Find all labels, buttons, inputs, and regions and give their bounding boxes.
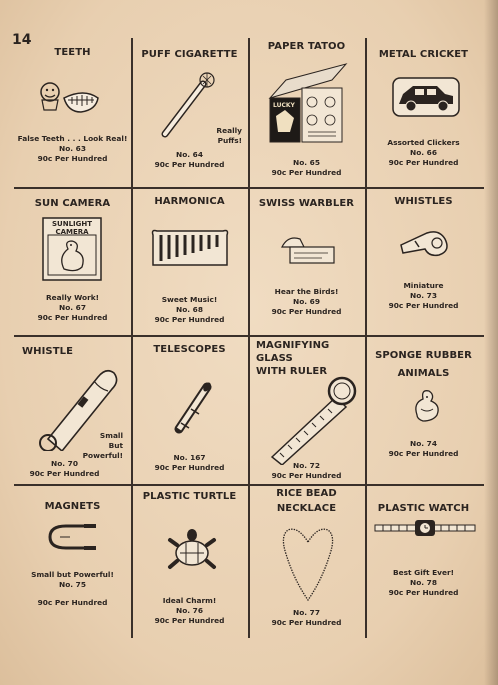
product-cell-magnifying-glass — [248, 335, 365, 483]
product-cell-puff-cigarette — [131, 38, 248, 186]
product-title: MAGNIFYING GLASS WITH RULER — [256, 340, 330, 377]
necklace-icon — [280, 524, 336, 604]
car-clicker-icon — [391, 76, 461, 118]
watch-icon — [373, 518, 477, 538]
product-cell-whistles — [365, 187, 482, 335]
magnifier-ruler-icon — [268, 373, 360, 465]
product-title: PLASTIC TURTLE — [142, 491, 237, 502]
product-title: MAGNETS — [44, 501, 101, 512]
sponge-animal-icon — [409, 385, 445, 425]
product-description: Really Work! No. 67 90c Per Hundred — [37, 293, 108, 322]
product-cell-telescopes — [131, 335, 248, 483]
product-description: No. 70 90c Per Hundred — [29, 459, 100, 478]
product-title: WHISTLES — [394, 196, 453, 207]
product-cell-harmonica — [131, 187, 248, 335]
svg-text:SUNLIGHT: SUNLIGHT — [51, 220, 93, 228]
product-cell-plastic-watch — [365, 484, 482, 632]
svg-text:LUCKY: LUCKY — [273, 102, 295, 109]
warbler-icon — [278, 231, 338, 267]
product-title: TEETH — [54, 47, 91, 58]
product-description: Small but Powerful! No. 75 90c Per Hundred — [31, 570, 114, 607]
harmonica-icon — [149, 225, 231, 271]
product-description: No. 77 90c Per Hundred — [271, 608, 342, 627]
product-description: Sweet Music! No. 68 90c Per Hundred — [154, 295, 225, 324]
telescope-icon — [171, 379, 215, 435]
product-cell-whistle — [14, 335, 131, 483]
product-cell-swiss-warbler — [248, 187, 365, 335]
product-description: Best Gift Ever! No. 78 90c Per Hundred — [388, 568, 459, 597]
whistle-small-icon — [397, 223, 453, 263]
product-description: Hear the Birds! No. 69 90c Per Hundred — [271, 287, 342, 316]
product-title: RICE BEAD NECKLACE — [276, 488, 337, 514]
magnet-icon — [44, 520, 100, 554]
product-cell-teeth — [14, 38, 131, 186]
page-edge-shadow — [484, 0, 498, 685]
product-title: HARMONICA — [154, 196, 225, 207]
product-description: No. 64 90c Per Hundred — [154, 150, 225, 169]
product-cell-metal-cricket — [365, 38, 482, 186]
product-cell-sponge-rubber-animals — [365, 335, 482, 483]
product-title: PLASTIC WATCH — [377, 503, 470, 514]
product-cell-plastic-turtle — [131, 484, 248, 632]
product-description: No. 167 90c Per Hundred — [154, 453, 225, 472]
product-description: No. 74 90c Per Hundred — [388, 439, 459, 458]
product-description: Miniature No. 73 90c Per Hundred — [388, 281, 459, 310]
tattoo-packets-icon — [262, 58, 354, 148]
product-title: PAPER TATOO — [267, 41, 346, 52]
product-title: METAL CRICKET — [378, 49, 469, 60]
product-description: Assorted Clickers No. 66 90c Per Hundred — [387, 138, 460, 167]
product-title: SWISS WARBLER — [258, 198, 355, 209]
product-title: PUFF CIGARETTE — [141, 49, 238, 60]
product-tagline: Small But Powerful! — [82, 431, 123, 460]
page-number: 14 — [12, 32, 32, 48]
product-title: SPONGE RUBBER ANIMALS — [375, 350, 472, 379]
product-description: No. 65 90c Per Hundred — [271, 158, 342, 177]
product-title: SUN CAMERA — [34, 198, 111, 209]
product-tagline: Really Puffs! — [216, 126, 242, 145]
product-cell-paper-tatoo — [248, 38, 365, 186]
product-cell-rice-bead-necklace — [248, 484, 365, 632]
turtle-icon — [165, 526, 219, 580]
product-grid — [14, 38, 484, 638]
product-description: No. 72 90c Per Hundred — [271, 461, 342, 480]
product-cell-sun-camera — [14, 187, 131, 335]
product-title: TELESCOPES — [153, 344, 226, 355]
false-teeth-icon — [36, 80, 106, 120]
sun-camera-icon — [42, 217, 102, 281]
product-description: False Teeth . . . Look Real! No. 63 90c Per Hundred — [17, 134, 128, 163]
product-title: WHISTLE — [22, 346, 74, 357]
svg-text:CAMERA: CAMERA — [55, 228, 89, 236]
product-cell-magnets — [14, 484, 131, 632]
product-description: Ideal Charm! No. 76 90c Per Hundred — [154, 596, 225, 625]
